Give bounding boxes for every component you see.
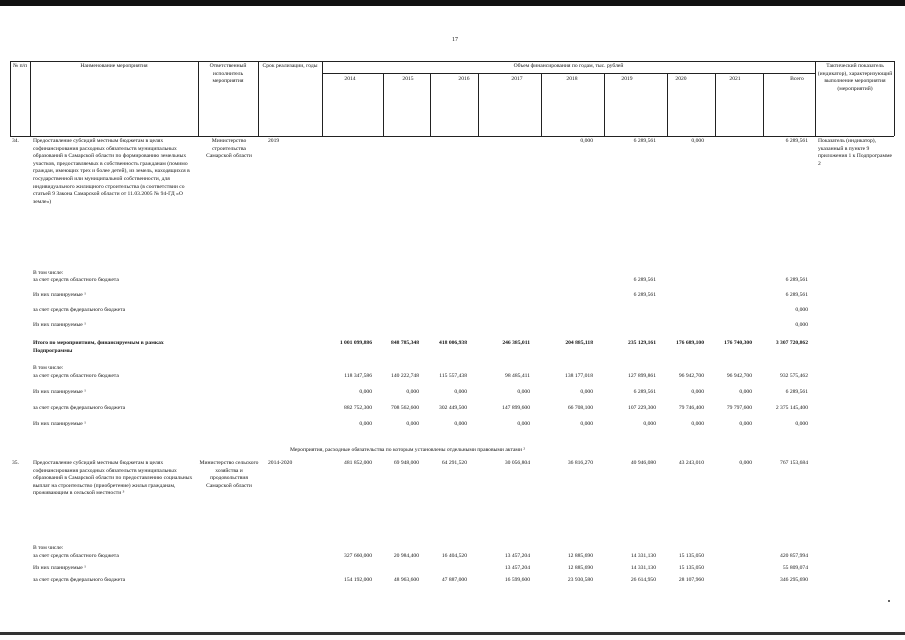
row35-sub-value: 47 887,000 (441, 577, 467, 583)
row35-num: 35. (12, 460, 19, 466)
row34-sub-label: Из них планируемые ¹ (33, 322, 86, 328)
row34-executor: Министерство строительства Самарской области (206, 138, 252, 160)
row34-sub-value: 6 289,561 (633, 292, 656, 298)
total-value: 176 740,300 (724, 340, 752, 346)
row35-sub-label: за счет средств областного бюджета (33, 553, 119, 559)
row35-sub-value: 13 457,204 (504, 565, 530, 571)
row34-indicator: Показатель (индикатор), указанный в пункте 9 приложения 1 к Подпрограмме 2 (818, 138, 893, 167)
row34-sub-value: 6 289,561 (633, 277, 656, 283)
row35-value: 0,000 (739, 460, 752, 466)
row35-sub-value: 20 984,400 (393, 553, 419, 559)
row35-sub-label: Из них планируемые ¹ (33, 565, 86, 571)
year-col-line (430, 73, 431, 136)
header-col-line (322, 61, 323, 136)
row34-name: Предоставление субсидий местным бюджетам в целях софинансирования расходных обязательств муниципальных образований в Самарской области по формированию земельных участков, предоставляемых в собственность гражданам (помимо граждан, имеющих трех и более детей), из земель, находящихся в государственной или муниципальной собственности, для индивидуального жилищного строительства (в соответствии со статьей 9 Закона Самарской области от 11.03.2005 № 94-ГД «О земле») (33, 138, 190, 205)
header-year-2019: 2019 (621, 76, 633, 82)
total-value: 1 001 099,886 (339, 340, 372, 346)
row35-sub-value: 16 599,600 (504, 577, 530, 583)
year-col-line (604, 73, 605, 136)
row34-sub-value: 6 289,561 (785, 277, 808, 283)
header-col-line (30, 61, 31, 136)
section-title: Мероприятия, расходные обязательства по которым установлены отдельными правовыми актами ² (290, 447, 526, 453)
row35-sub-value: 13 457,204 (504, 553, 530, 559)
total-sub-value: 96 942,700 (726, 373, 752, 379)
header-year-2018: 2018 (566, 76, 578, 82)
total-sub-value: 115 557,438 (439, 373, 467, 379)
row35-value: 64 291,520 (441, 460, 467, 466)
page-number: 17 (452, 37, 458, 43)
total-sub-value: 6 289,561 (633, 389, 656, 395)
row35-sub-value: 327 660,000 (344, 553, 372, 559)
row35-sub-value: 26 614,950 (630, 577, 656, 583)
total-sub-value: 0,000 (739, 389, 752, 395)
total-sub-value: 2 375 145,400 (775, 405, 808, 411)
total-sub-value: 79 797,600 (726, 405, 752, 411)
row34-term: 2019 (268, 138, 280, 144)
header-col-line (198, 61, 199, 136)
total-value: 235 129,161 (628, 340, 656, 346)
header-year-Всего: Всего (790, 76, 804, 82)
header-year-2014: 2014 (344, 76, 356, 82)
row34-sub-label: Из них планируемые ¹ (33, 292, 86, 298)
total-sub-value: 932 575,462 (780, 373, 808, 379)
row34-value: 0,000 (580, 138, 593, 144)
row35-sub-value: 28 107,960 (678, 577, 704, 583)
total-sub-value: 98 485,411 (505, 373, 530, 379)
row35-value: 30 056,804 (504, 460, 530, 466)
total-sub-label: В том числе: (33, 365, 64, 371)
total-sub-value: 0,000 (580, 421, 593, 427)
row35-executor: Министерство сельского хозяйства и продовольствия Самарской области (199, 460, 259, 489)
header-funding: Объем финансирования по годам, тыс. рублей (513, 63, 624, 69)
row35-sub-value: 48 963,600 (393, 577, 419, 583)
row35-sub-value: 23 930,580 (567, 577, 593, 583)
row35-sub-value: 15 135,050 (678, 565, 704, 571)
total-value: 3 307 720,862 (775, 340, 808, 346)
row35-sub-value: 346 295,690 (780, 577, 808, 583)
row35-sub-value: 154 192,000 (344, 577, 372, 583)
total-sub-value: 0,000 (691, 389, 704, 395)
bottom-border (0, 632, 905, 635)
total-value: 204 885,118 (565, 340, 593, 346)
total-label: Итого по мероприятиям, финансируемым в рамках Подпрограммы (33, 340, 164, 354)
year-col-line (541, 73, 542, 136)
row35-sub-value: 15 135,050 (678, 553, 704, 559)
total-sub-value: 0,000 (406, 389, 419, 395)
header-top-line (10, 61, 894, 62)
total-sub-value: 66 708,100 (567, 405, 593, 411)
total-sub-value: 0,000 (406, 421, 419, 427)
row35-sub-value: 55 809,074 (782, 565, 808, 571)
total-sub-value: 0,000 (517, 421, 530, 427)
total-sub-value: 79 746,400 (678, 405, 704, 411)
row34-sub-label: за счет средств областного бюджета (33, 277, 119, 283)
top-border (0, 0, 905, 6)
total-sub-value: 0,000 (643, 421, 656, 427)
year-col-line (383, 73, 384, 136)
header-col-line (894, 61, 895, 136)
row35-name: Предоставление субсидий местным бюджетам в целях софинансирования расходных обязательств муниципальных образований в Самарской области по предоставлению социальных выплат на строительство (приобретение) жилья гражданам, проживающим в сельской местности ³ (33, 460, 193, 497)
row34-sub-label: за счет средств федерального бюджета (33, 307, 126, 313)
row35-sub-value: 14 331,130 (630, 565, 656, 571)
header-col-line (258, 61, 259, 136)
header-years-line (322, 73, 815, 74)
header-executor: Ответственный исполнитель мероприятия (209, 63, 247, 85)
total-sub-value: 0,000 (691, 421, 704, 427)
header-bottom-line (10, 136, 894, 137)
row35-sub-label: за счет средств федерального бюджета (33, 577, 126, 583)
total-sub-value: 0,000 (454, 389, 467, 395)
header-num: № п/п (12, 63, 28, 69)
total-sub-value: 147 899,600 (502, 405, 530, 411)
row34-sub-value: 6 289,561 (785, 292, 808, 298)
row35-sub-value: 12 885,690 (567, 553, 593, 559)
total-sub-value: 0,000 (580, 389, 593, 395)
total-sub-value: 127 899,861 (628, 373, 656, 379)
total-sub-label: Из них планируемые ¹ (33, 421, 86, 427)
total-sub-value: 107 229,300 (628, 405, 656, 411)
total-value: 246 385,011 (502, 340, 530, 346)
row34-sub-label: В том числе: (33, 270, 64, 276)
row35-value: 36 816,270 (567, 460, 593, 466)
row35-sub-value: 420 857,994 (780, 553, 808, 559)
row35-sub-label: В том числе: (33, 545, 64, 551)
header-year-2016: 2016 (458, 76, 470, 82)
row35-value: 767 153,684 (780, 460, 808, 466)
row35-value: 40 946,080 (630, 460, 656, 466)
total-sub-value: 6 289,561 (785, 389, 808, 395)
year-col-line (763, 73, 764, 136)
total-sub-value: 140 222,748 (391, 373, 419, 379)
total-sub-value: 708 562,600 (391, 405, 419, 411)
total-sub-value: 0,000 (359, 389, 372, 395)
row35-term: 2014-2020 (268, 460, 293, 466)
total-sub-value: 0,000 (454, 421, 467, 427)
header-col-line (10, 61, 11, 136)
scan-dot (888, 600, 890, 602)
total-sub-value: 118 347,586 (344, 373, 372, 379)
header-indicator: Тактический показатель (индикатор), характеризующий выполнение мероприятия (мероприятий) (817, 63, 893, 92)
row34-num: 34. (12, 138, 19, 144)
total-sub-value: 0,000 (517, 389, 530, 395)
total-sub-label: за счет средств федерального бюджета (33, 405, 126, 411)
total-sub-value: 882 752,300 (344, 405, 372, 411)
row34-sub-value: 0,000 (795, 307, 808, 313)
row35-value: 43 243,010 (678, 460, 704, 466)
row34-value: 6 289,561 (785, 138, 808, 144)
total-sub-label: за счет средств областного бюджета (33, 373, 119, 379)
header-term: Срок реализации, годы (262, 63, 318, 69)
row34-value: 6 289,561 (633, 138, 656, 144)
total-sub-value: 0,000 (359, 421, 372, 427)
row35-sub-value: 14 331,130 (630, 553, 656, 559)
header-year-2021: 2021 (729, 76, 741, 82)
total-value: 418 006,938 (439, 340, 467, 346)
header-col-line (815, 61, 816, 136)
total-value: 176 689,100 (676, 340, 704, 346)
header-year-2017: 2017 (511, 76, 523, 82)
total-sub-value: 0,000 (795, 421, 808, 427)
row35-sub-value: 12 885,690 (567, 565, 593, 571)
header-year-2015: 2015 (402, 76, 414, 82)
total-value: 848 785,348 (391, 340, 419, 346)
row35-value: 481 852,000 (344, 460, 372, 466)
total-sub-value: 96 942,700 (678, 373, 704, 379)
row35-sub-value: 16 404,520 (441, 553, 467, 559)
header-year-2020: 2020 (675, 76, 687, 82)
total-sub-value: 138 177,018 (565, 373, 593, 379)
total-sub-value: 302 449,500 (439, 405, 467, 411)
total-sub-label: Из них планируемые ¹ (33, 389, 86, 395)
total-sub-value: 0,000 (739, 421, 752, 427)
row35-value: 69 948,000 (393, 460, 419, 466)
row34-sub-value: 0,000 (795, 322, 808, 328)
row34-value: 0,000 (691, 138, 704, 144)
header-name: Наименование мероприятия (80, 63, 148, 69)
